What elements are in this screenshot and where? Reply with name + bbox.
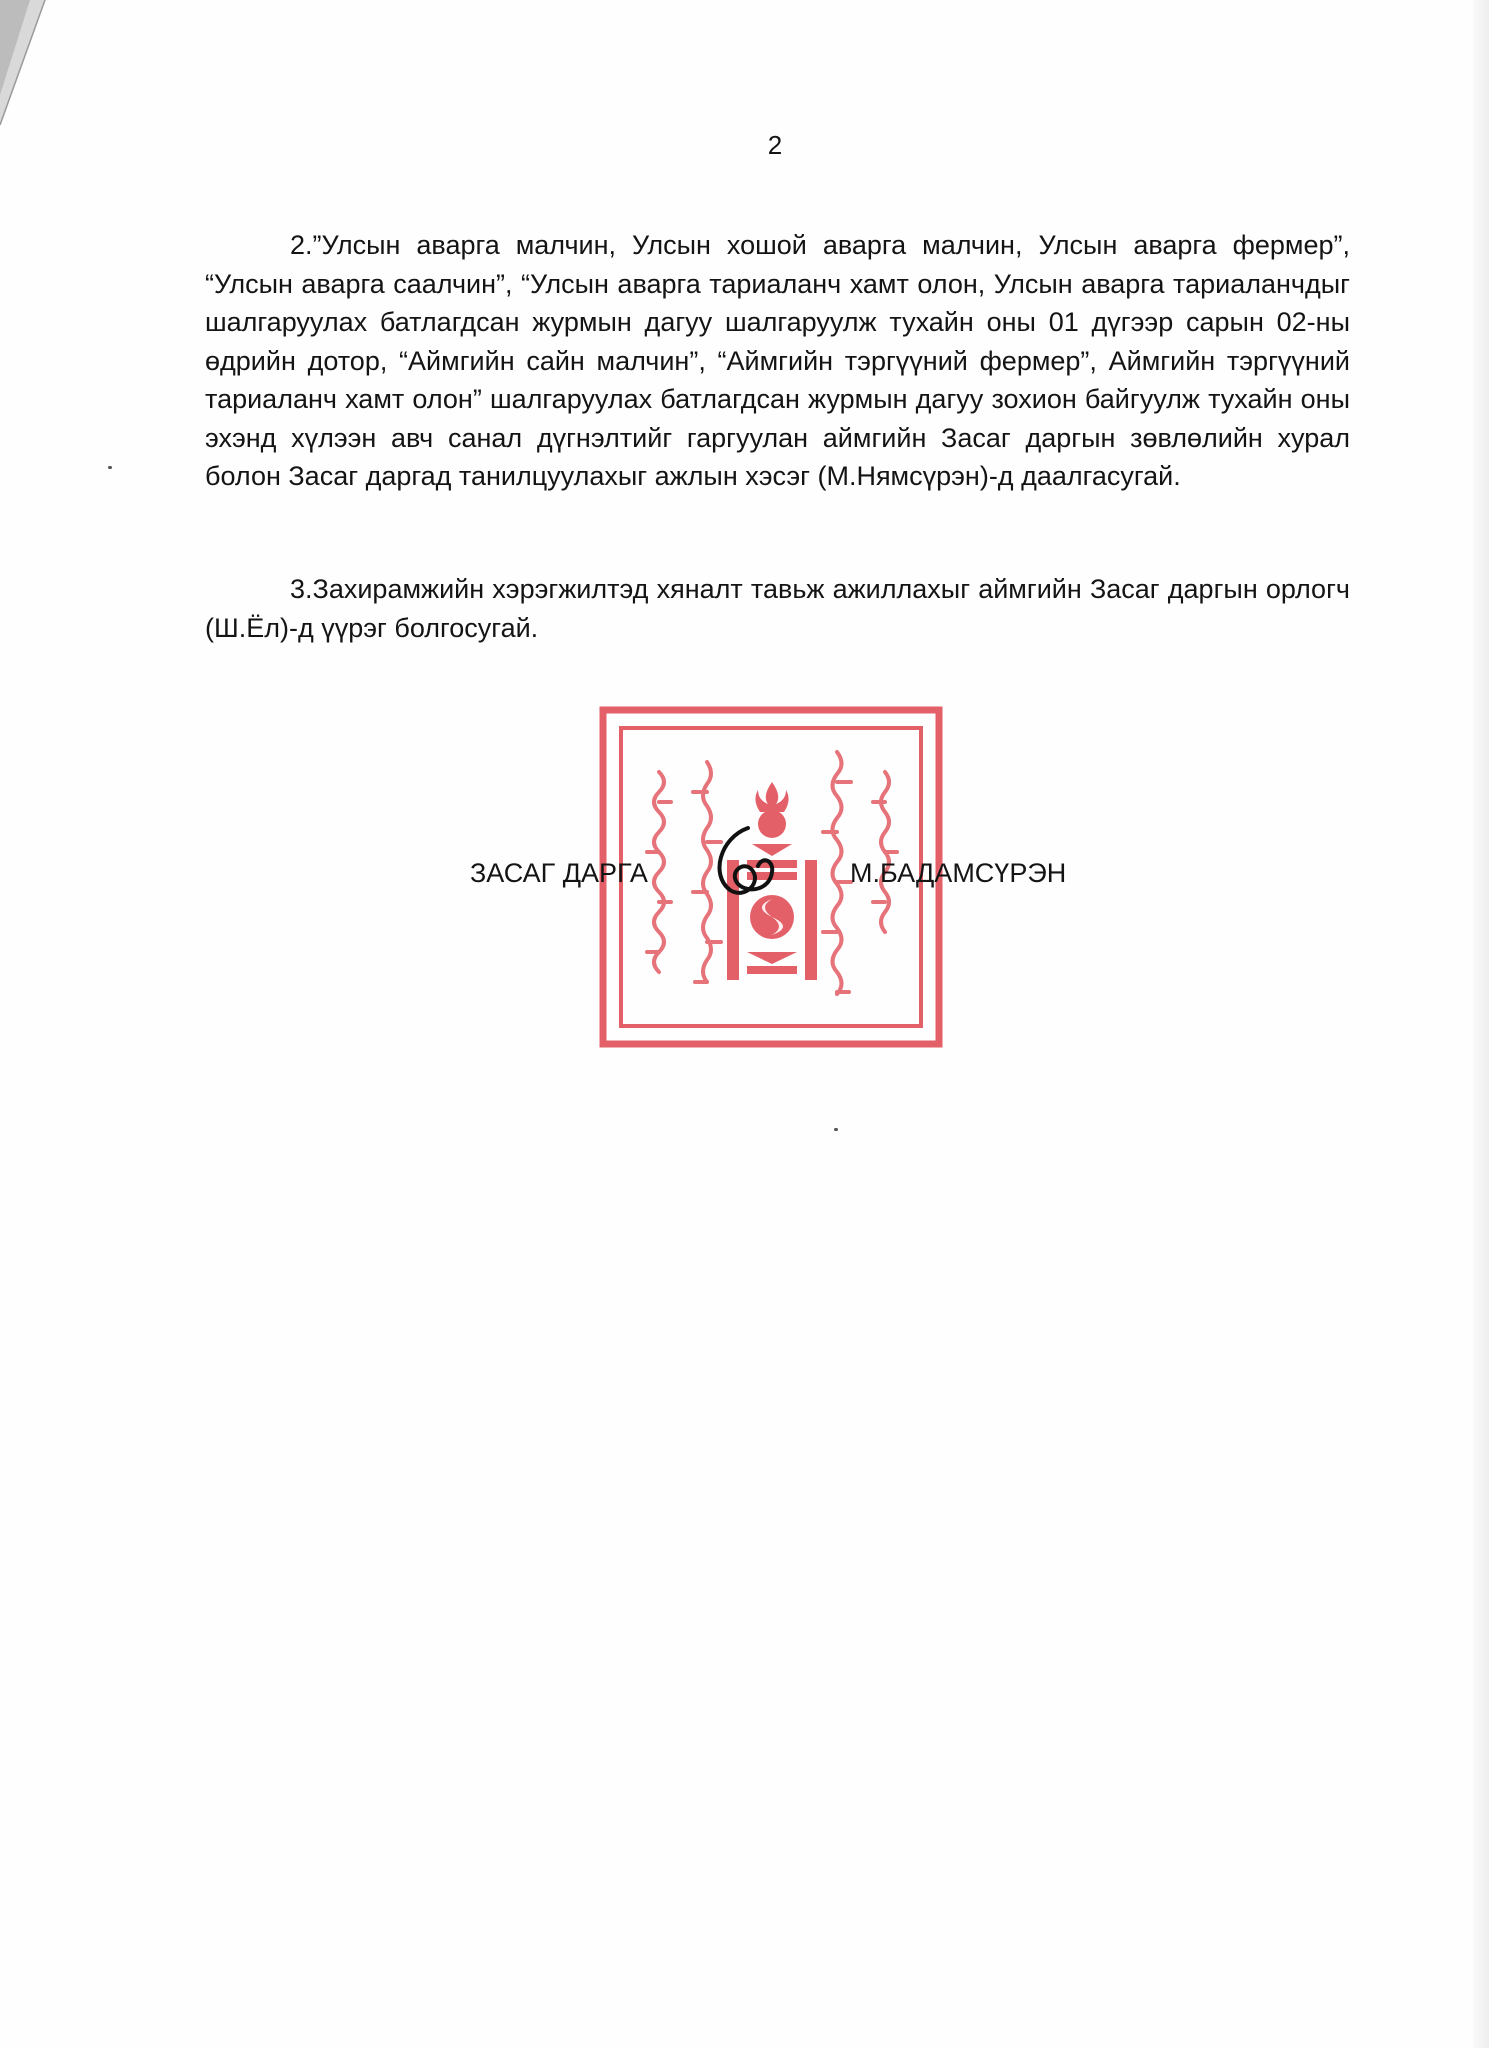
signature-name: М.БАДАМСҮРЭН [850,858,1067,888]
page-number: 2 [767,130,783,160]
page-edge [1473,0,1489,2048]
scan-speck [108,466,112,469]
handwritten-signature-icon [700,820,800,900]
paragraph-item-2: 2.”Улсын аварга малчин, Улсын хошой аварга малчин, Улсын аварга фермер”, “Улсын аварга саалчин”, “Улсын аварга тариаланч хамт олон, Улсын аварга тариаланчдыг шалгаруулах батлагдсан журмын дагуу шалгаруулж тухайн оны 01 дүгээр сарын 02-ны өдрийн дотор, “Аймгийн сайн малчин”, “Аймгийн тэргүүний фермер”, Аймгийн тэргүүний тариаланч хамт олон” шалгаруулах батлагдсан журмын дагуу зохион байгуулж тухайн оны эхэнд хүлээн авч санал дүгнэлтийг гаргуулан аймгийн Засаг даргын зөвлөлийн хурал болон Засаг даргад танилцуулахыг ажлын хэсэг (М.Нямсүрэн)-д даалгасугай. [205,230,1350,491]
scan-speck [834,1128,838,1131]
paragraph-item-3: 3.Захирамжийн хэрэгжилтэд хяналт тавьж ажиллахыг аймгийн Засаг даргын орлогч (Ш.Ёл)-д үүрэг болгосугай. [205,574,1350,643]
signature-title: ЗАСАГ ДАРГА [470,858,648,888]
folded-corner-icon [0,0,60,130]
